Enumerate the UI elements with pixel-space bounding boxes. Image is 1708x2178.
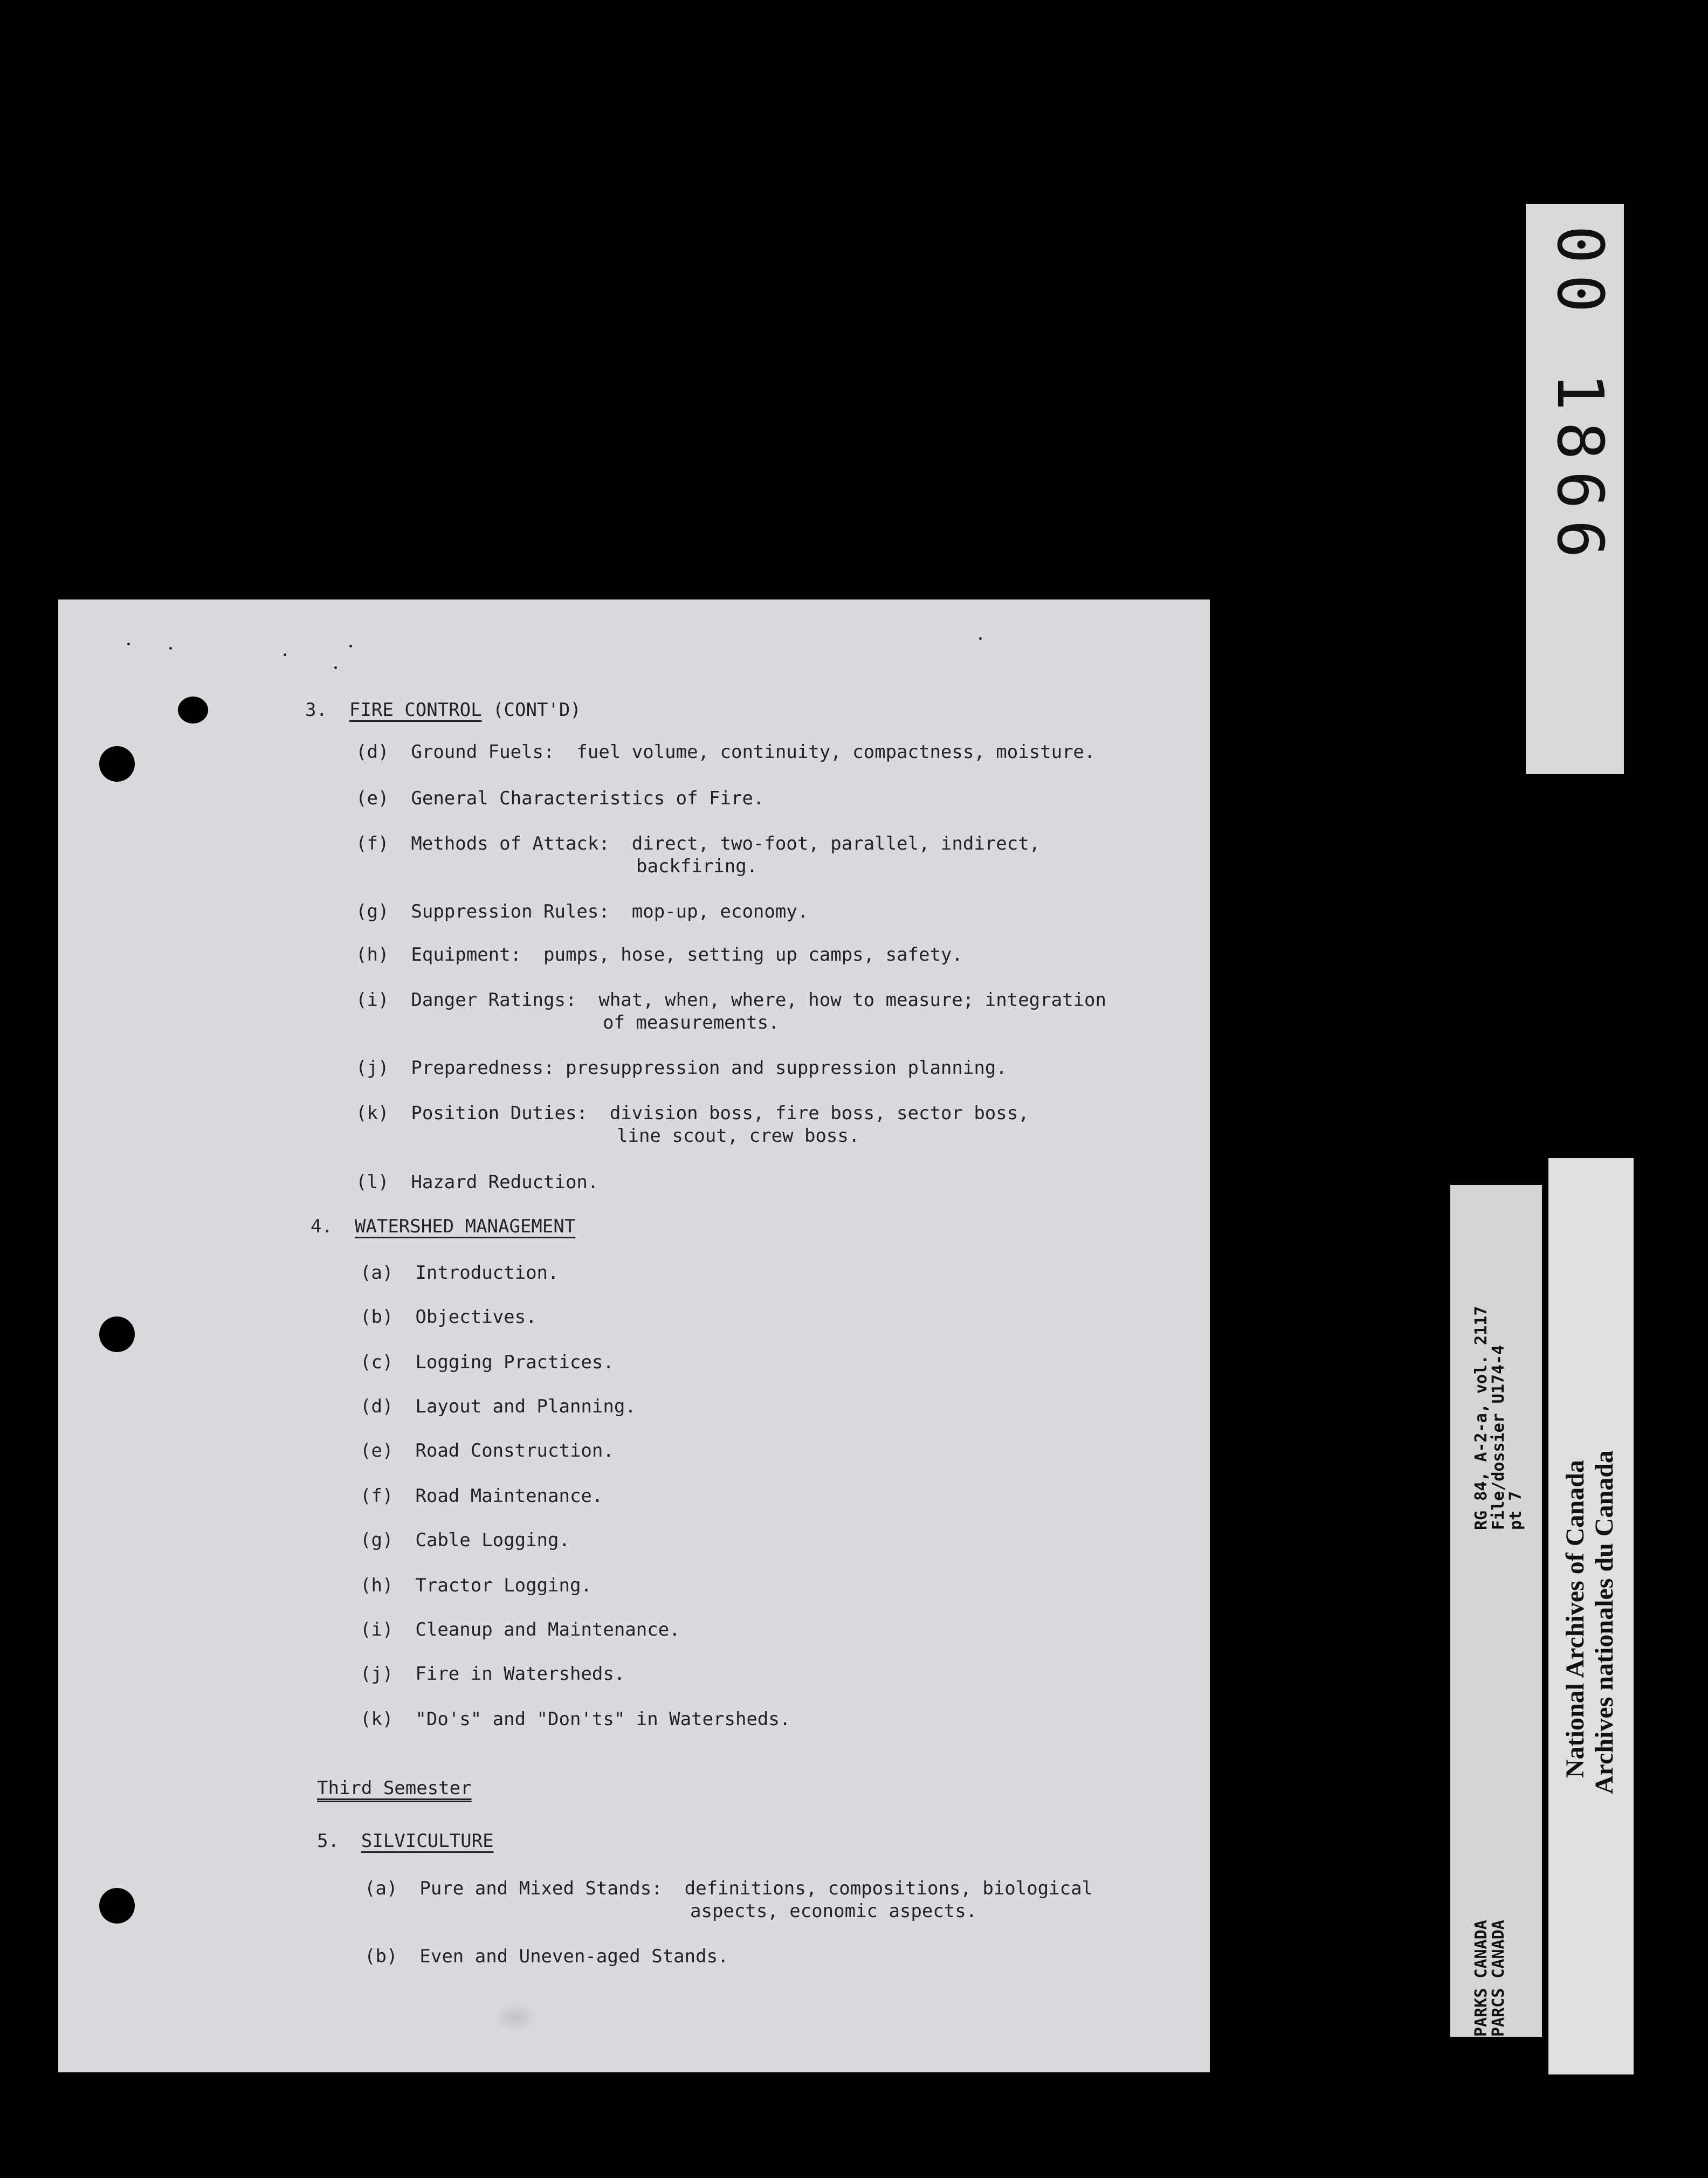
item-4i: (i) Cleanup and Maintenance.	[360, 1619, 680, 1641]
item-3f: (f) Methods of Attack: direct, two-foot, parallel, indirect,	[356, 833, 1041, 854]
item-4b: (b) Objectives.	[360, 1306, 537, 1328]
reference-line-1: RG 84, A-2-a, vol. 2117	[1472, 1306, 1491, 1530]
item-3f-cont: backfiring.	[636, 856, 758, 877]
item-3l: (l) Hazard Reduction.	[356, 1171, 599, 1193]
archive-reference-label	[1450, 1185, 1542, 2037]
reference-line-2: File/dossier U174-4	[1489, 1345, 1508, 1530]
item-5a-cont: aspects, economic aspects.	[690, 1900, 977, 1922]
semester-heading: Third Semester	[317, 1777, 472, 1799]
item-5b: (b) Even and Uneven-aged Stands.	[364, 1946, 729, 1967]
speck	[334, 666, 337, 669]
item-3j: (j) Preparedness: presuppression and suppression planning.	[356, 1057, 1007, 1079]
institution-en: National Archives of Canada	[1561, 1460, 1589, 1778]
document-page	[58, 599, 1210, 2072]
agency-line-2: PARCS CANADA	[1489, 1920, 1508, 2037]
item-4k: (k) "Do's" and "Don'ts" in Watersheds.	[360, 1708, 791, 1730]
speck	[127, 643, 130, 645]
speck	[284, 653, 286, 656]
item-4h: (h) Tractor Logging.	[360, 1575, 592, 1596]
item-5a: (a) Pure and Mixed Stands: definitions, compositions, biological	[364, 1878, 1093, 1899]
speck	[169, 647, 172, 650]
institution-fr: Archives nationales du Canada	[1590, 1450, 1619, 1794]
item-3i-cont: of measurements.	[603, 1012, 780, 1033]
item-3e: (e) General Characteristics of Fire.	[356, 788, 765, 809]
speck	[979, 637, 982, 640]
archive-institution-label	[1548, 1158, 1634, 2074]
item-4e: (e) Road Construction.	[360, 1440, 614, 1462]
item-4f: (f) Road Maintenance.	[360, 1485, 603, 1507]
item-4g: (g) Cable Logging.	[360, 1529, 570, 1551]
punch-hole	[99, 1317, 135, 1352]
section-4-heading: 4. WATERSHED MANAGEMENT	[311, 1216, 576, 1237]
punch-hole	[99, 1888, 135, 1924]
punch-hole	[99, 746, 135, 782]
item-3k: (k) Position Duties: division boss, fire boss, sector boss,	[356, 1102, 1029, 1124]
item-3d: (d) Ground Fuels: fuel volume, continuity, compactness, moisture.	[356, 741, 1096, 763]
item-4j: (j) Fire in Watersheds.	[360, 1663, 625, 1685]
reference-line-3: pt 7	[1506, 1491, 1525, 1530]
punch-hole	[178, 697, 208, 723]
speck	[349, 645, 352, 647]
item-4a: (a) Introduction.	[360, 1262, 559, 1284]
item-4c: (c) Logging Practices.	[360, 1352, 614, 1373]
section-3-heading: 3. FIRE CONTROL (CONT'D)	[305, 699, 581, 721]
agency-line-1: PARKS CANADA	[1472, 1920, 1491, 2037]
item-4d: (d) Layout and Planning.	[360, 1396, 636, 1417]
item-3h: (h) Equipment: pumps, hose, setting up camps, safety.	[356, 944, 963, 966]
item-3g: (g) Suppression Rules: mop-up, economy.	[356, 901, 809, 922]
smudge	[493, 2001, 538, 2034]
item-3i: (i) Danger Ratings: what, when, where, how to measure; integration	[356, 989, 1106, 1011]
frame-number: 00 1866	[1543, 225, 1617, 569]
item-3k-cont: line scout, crew boss.	[617, 1125, 860, 1147]
section-5-heading: 5. SILVICULTURE	[317, 1830, 494, 1852]
frame-number-strip	[1526, 204, 1624, 774]
